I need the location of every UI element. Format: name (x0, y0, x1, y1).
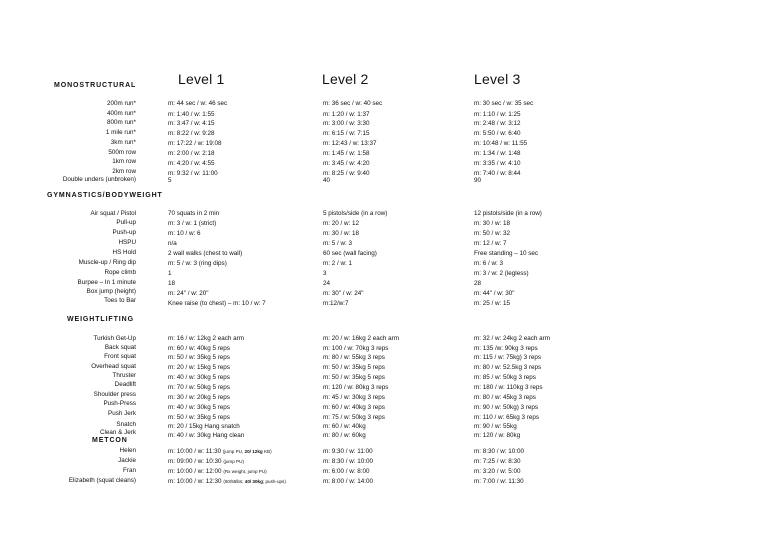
row-label: Turkish Get-Up (93, 335, 136, 342)
level-1-value: m: 40 / w: 30kg 5 reps (168, 404, 230, 411)
level-1-value: m: 50 / w: 35kg 5 reps (168, 354, 230, 361)
level-2-value: m: 75 / w: 50kg 3 reps (323, 414, 385, 421)
row-label: HSPU (118, 239, 136, 246)
metcon-time: m: 10:00 / w: 11:30 (168, 448, 223, 455)
level-2-value: 24 (323, 280, 331, 287)
row-label: Thruster (112, 372, 136, 379)
row-label: Push-up (112, 229, 136, 236)
level-3-value: m: 110 / w: 65kg 3 reps (474, 414, 539, 421)
level-3-value: m: 90 / w: 50kg) 3 reps (474, 404, 539, 411)
level-1-value (168, 467, 267, 476)
level-2-value: m: 12:43 / w: 13:37 (323, 140, 377, 147)
level-2-value: m: 36 sec / w: 40 sec (323, 100, 383, 107)
level-2-value: 40 (323, 177, 331, 184)
metcon-note-weight: 40/ 30kg (244, 479, 263, 484)
metcon-note-part: KB) (262, 449, 272, 454)
row-label: 200m run* (106, 100, 136, 107)
level-1-value: m: 3:47 / w: 4:15 (168, 120, 215, 127)
row-label: Overhead squat (91, 363, 136, 370)
level-2-value: m: 6:15 / w: 7:15 (323, 130, 370, 137)
level-1-value: m: 30 / w: 20kg 5 reps (168, 394, 230, 401)
level-2-value: m: 100 / w: 70kg 3 reps (323, 345, 389, 352)
metcon-time: m: 09:00 / w: 10:30 (168, 458, 224, 465)
level-3-heading: Level 3 (474, 71, 521, 87)
level-1-heading: Level 1 (178, 71, 225, 87)
level-2-value: m: 1:45 / w: 1:58 (323, 150, 370, 157)
level-3-value: 90 (474, 177, 482, 184)
level-3-value: Free standing – 10 sec (474, 250, 539, 257)
level-1-value: Knee raise (to chest) – m: 10 / w: 7 (168, 300, 266, 307)
section-weightlifting: WEIGHTLIFTING (67, 316, 134, 323)
row-label: Back squat (104, 344, 136, 351)
level-2-value: m: 8:25 / w: 9:40 (323, 170, 370, 177)
level-3-value: m: 12 / w: 7 (474, 240, 507, 247)
level-3-value: m: 30 / w: 18 (474, 220, 511, 227)
level-3-value: m: 135 /w: 90kg 3 reps (474, 345, 538, 352)
level-1-value: m: 60 / w: 40kg 5 reps (168, 345, 230, 352)
level-3-value: m: 6 / w: 3 (474, 260, 504, 267)
level-2-value: m: 8:00 / w: 14:00 (323, 478, 374, 485)
row-label: Rope climb (104, 269, 136, 276)
level-1-value: m: 40 / w: 30kg Hang clean (168, 432, 245, 439)
metcon-note-part: ; push-ups) (262, 479, 286, 484)
row-label: Deadlift (114, 381, 136, 388)
level-1-value: 5 (168, 177, 172, 184)
row-label: Fran (123, 467, 136, 474)
level-3-value: m: 85 / w: 50kg 3 reps (474, 374, 536, 381)
level-1-value: m: 5 / w: 3 (ring dips) (168, 260, 227, 267)
level-2-value: m: 60 / w: 40kg 3 reps (323, 404, 385, 411)
metcon-note (223, 449, 272, 454)
level-3-value: 28 (474, 280, 482, 287)
level-2-value: m: 1:20 / w: 1:37 (323, 111, 370, 118)
level-1-value: m: 2:00 / w: 2:18 (168, 150, 215, 157)
level-2-value: m: 9:30 / w: 11:00 (323, 448, 373, 455)
level-3-value: 12 pistols/side (in a row) (474, 210, 542, 217)
level-3-value: m: 3:35 / w: 4:10 (474, 160, 521, 167)
level-1-value: m: 24" / w: 20" (168, 290, 209, 297)
row-label: Burpee – In 1 minute (77, 279, 136, 286)
row-label: Shoulder press (93, 391, 136, 398)
level-3-value: m: 50 / w: 32 (474, 230, 511, 237)
level-1-value: m: 40 / w: 30kg 5 reps (168, 374, 230, 381)
level-3-value: m: 3 / w: 2 (legless) (474, 270, 529, 277)
level-2-value: m: 2 / w: 1 (323, 260, 353, 267)
level-1-value: 1 (168, 270, 172, 277)
metcon-note-part: (60/55lbs; (223, 479, 245, 484)
metcon-note-weight: 20/ 12kg (244, 449, 263, 454)
row-label: 500m row (108, 149, 136, 156)
row-label: Muscle-up / Ring dip (78, 259, 136, 266)
level-1-value: 2 wall walks (chest to wall) (168, 250, 243, 257)
level-2-value: m: 120 / w: 80kg 3 reps (323, 384, 389, 391)
level-1-value: m: 20 / w: 15kg 5 reps (168, 364, 230, 371)
level-1-value: m: 8:22 / w: 9:28 (168, 130, 215, 137)
level-2-value: m: 50 / w: 35kg 5 reps (323, 364, 385, 371)
level-2-value: m:12/w:7 (323, 300, 349, 307)
level-1-value: m: 3 / w: 1 (strict) (168, 220, 217, 227)
level-3-value: m: 44" / w: 30" (474, 290, 515, 297)
level-1-value: m: 10 / w: 6 (168, 230, 201, 237)
level-2-value: m: 30 / w: 18 (323, 230, 360, 237)
row-label: 800m run* (106, 119, 136, 126)
level-1-value: m: 20 / 15kg Hang snatch (168, 423, 240, 430)
level-3-value: m: 90 / w: 55kg (474, 423, 517, 430)
row-label: Clean & Jerk (99, 429, 136, 436)
level-3-value: m: 1:34 / w: 1:48 (474, 150, 521, 157)
level-2-value: m: 3:45 / w: 4:20 (323, 160, 370, 167)
row-label: Double unders (unbroken) (62, 176, 136, 183)
level-2-value: 5 pistols/side (in a row) (323, 210, 388, 217)
level-3-value: m: 3:20 / w: 5:00 (474, 468, 521, 475)
level-3-value: m: 25 / w: 15 (474, 300, 511, 307)
level-3-value: m: 32 / w: 24kg 2 each arm (474, 335, 550, 342)
level-3-value: m: 7:25 / w: 8:30 (474, 458, 521, 465)
level-2-value: m: 50 / w: 35kg 5 reps (323, 374, 385, 381)
level-2-value: 3 (323, 270, 327, 277)
row-label: Push-Press (103, 400, 136, 407)
level-1-value: m: 44 sec / w: 46 sec (168, 100, 228, 107)
level-3-value: m: 5:50 / w: 6:40 (474, 130, 521, 137)
row-label: 2km row (112, 168, 136, 175)
row-label: 1 mile run* (105, 129, 136, 136)
row-label: 1km row (112, 158, 136, 165)
level-3-value: m: 8:30 / w: 10:00 (474, 448, 525, 455)
level-1-value: m: 50 / w: 35kg 5 reps (168, 414, 230, 421)
metcon-note (223, 459, 244, 464)
row-label: Push Jerk (108, 410, 136, 417)
row-label: 3km run* (110, 139, 136, 146)
row-label: Pull-up (116, 219, 136, 226)
row-label: Toes to Bar (104, 297, 136, 304)
level-1-value (168, 477, 286, 486)
row-label: Front squat (104, 353, 136, 360)
row-label: 400m run* (106, 110, 136, 117)
level-3-value: m: 120 / w: 80kg (474, 432, 521, 439)
metcon-note (223, 469, 266, 474)
level-3-value: m: 30 sec / w: 35 sec (474, 100, 534, 107)
level-1-value: 18 (168, 280, 176, 287)
row-label: Snatch (116, 421, 136, 428)
level-1-value: m: 70 / w: 50kg 5 reps (168, 384, 230, 391)
level-3-value: m: 7:00 / w: 11:30 (474, 478, 524, 485)
metcon-note-part: (jump PU, (222, 449, 245, 454)
section-monostructural: MONOSTRUCTURAL (54, 82, 137, 89)
level-1-value: m: 1:40 / w: 1:55 (168, 111, 215, 118)
level-3-value: m: 10:48 / w: 11:55 (474, 140, 528, 147)
metcon-time: m: 10:00 / w: 12:30 (168, 478, 224, 485)
level-1-value: 70 squats in 2 min (168, 210, 220, 217)
level-2-value: m: 8:30 / w: 10:00 (323, 458, 374, 465)
row-label: Helen (119, 447, 136, 454)
row-label: HS Hold (112, 249, 136, 256)
level-2-value: m: 20 / w: 16kg 2 each arm (323, 335, 399, 342)
level-1-value: m: 16 / w: 12kg 2 each arm (168, 335, 244, 342)
level-1-value: m: 4:20 / w: 4:55 (168, 160, 215, 167)
level-2-value: m: 80 / w: 55kg 3 reps (323, 354, 385, 361)
level-1-value (168, 457, 244, 466)
level-3-value: m: 7:40 / w: 8:44 (474, 170, 521, 177)
level-2-heading: Level 2 (322, 71, 369, 87)
metcon-note (223, 479, 286, 484)
section-metcon: METCON (92, 437, 128, 444)
level-2-value: m: 20 / w: 12 (323, 220, 360, 227)
row-label: Box jump (height) (86, 288, 136, 295)
level-2-value: m: 45 / w: 30kg 3 reps (323, 394, 385, 401)
level-2-value: m: 30" / w: 24" (323, 290, 364, 297)
row-label: Elizabeth (squat cleans) (68, 477, 136, 484)
level-3-value: m: 80 / w: 52.5kg 3 reps (474, 364, 542, 371)
level-3-value: m: 180 / w: 110kg 3 reps (474, 384, 543, 391)
level-2-value: 60 sec (wall facing) (323, 250, 377, 257)
level-2-value: m: 80 / w: 60kg (323, 432, 366, 439)
metcon-time: m: 10:00 / w: 12:00 (168, 468, 224, 475)
level-2-value: m: 5 / w: 3 (323, 240, 353, 247)
level-1-value: m: 9:32 / w: 11:00 (168, 170, 218, 177)
level-1-value: m: 17:22 / w: 19:08 (168, 140, 222, 147)
level-1-value (168, 447, 272, 456)
level-2-value: m: 60 / w: 40kg (323, 423, 366, 430)
level-3-value: m: 2:48 / w: 3:12 (474, 120, 521, 127)
level-3-value: m: 1:10 / w: 1:25 (474, 111, 521, 118)
level-3-value: m: 115 / w: 75kg) 3 reps (474, 354, 542, 361)
row-label: Jackie (118, 457, 136, 464)
row-label: Air squat / Pistol (90, 210, 136, 217)
section-gymnastics: GYMNASTICS/BODYWEIGHT (47, 192, 163, 199)
metcon-note-part: (Rx weight, jump PU) (223, 469, 267, 474)
level-3-value: m: 80 / w: 45kg 3 reps (474, 394, 536, 401)
metcon-note-part: (jump PU) (223, 459, 244, 464)
level-1-value: n/a (168, 240, 177, 247)
level-2-value: m: 6:00 / w: 8:00 (323, 468, 370, 475)
level-2-value: m: 3:00 / w: 3:30 (323, 120, 370, 127)
